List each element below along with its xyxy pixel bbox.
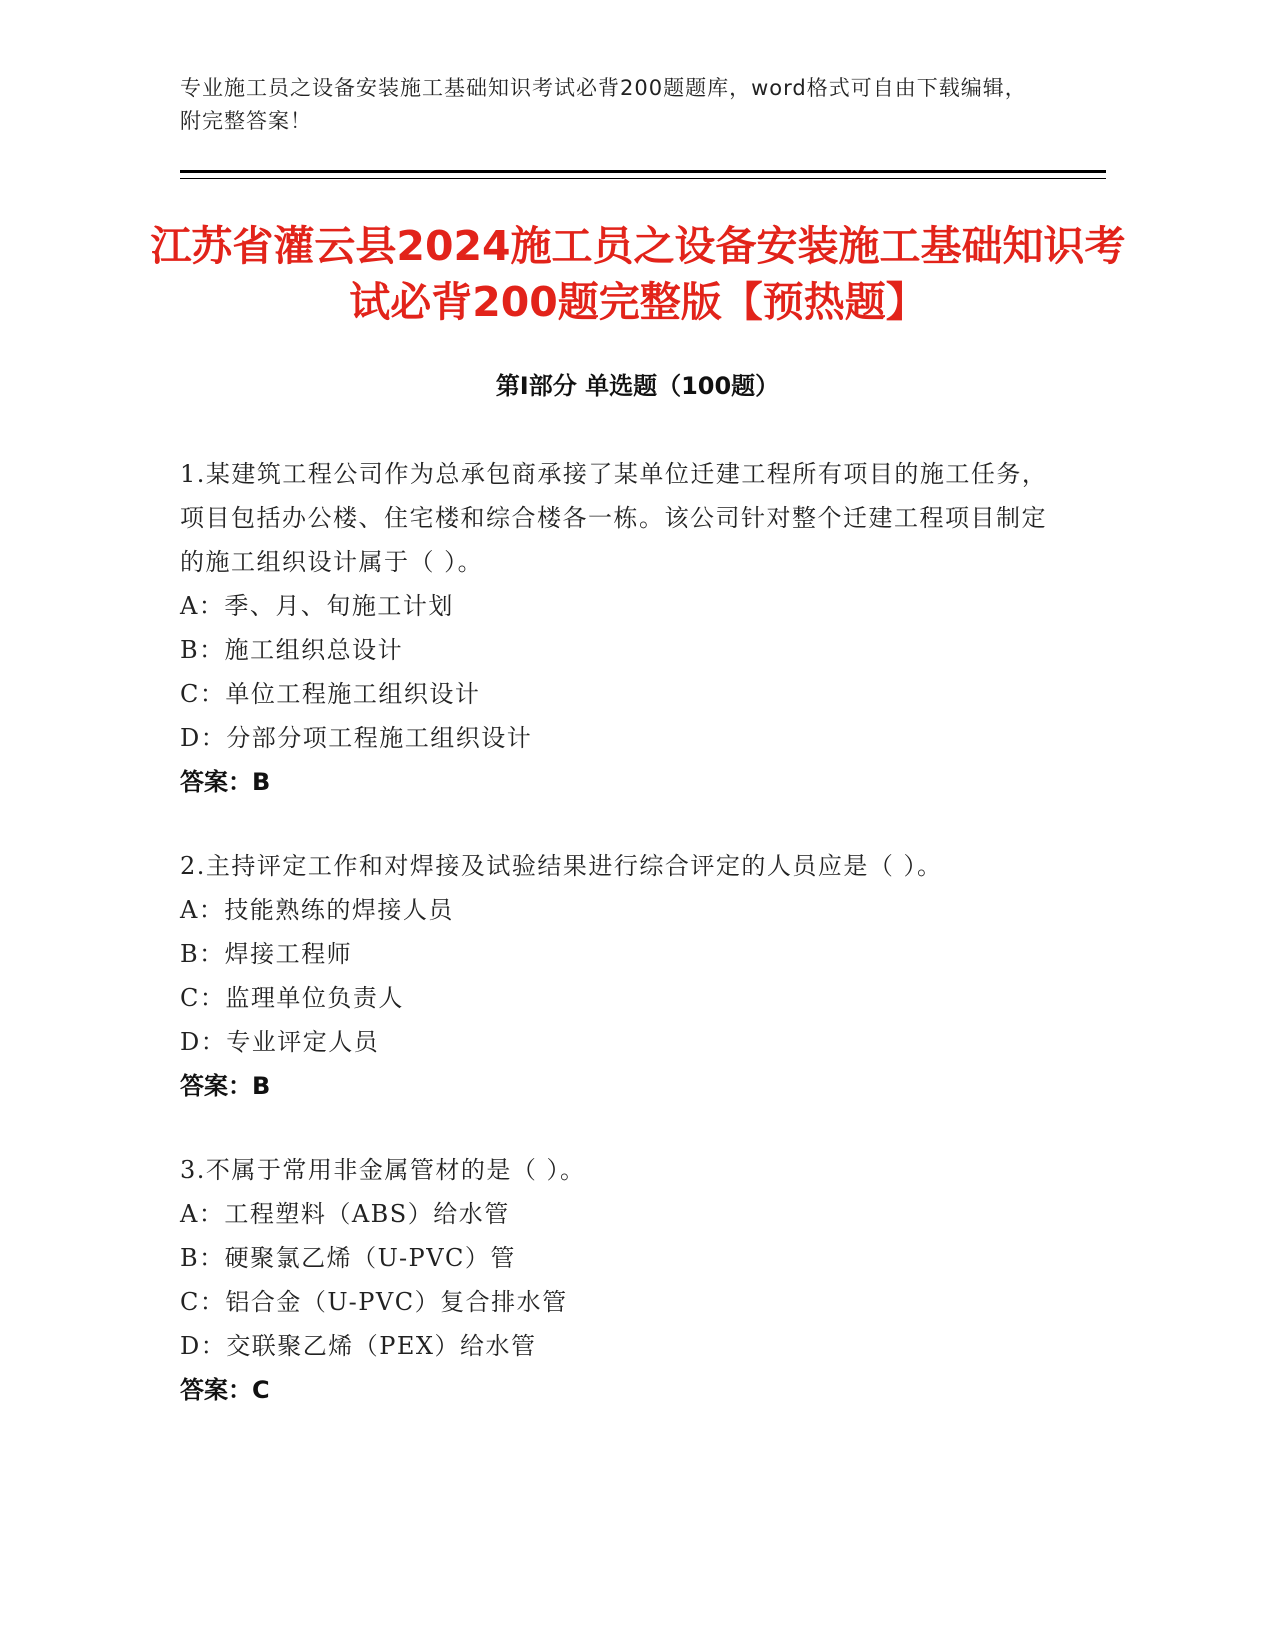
option-b: B：焊接工程师 — [180, 940, 353, 968]
answer: 答案：B — [180, 768, 271, 796]
option-a: A：工程塑料（ABS）给水管 — [180, 1200, 510, 1228]
option-d: D：分部分项工程施工组织设计 — [180, 724, 533, 752]
question-stem: 3.不属于常用非金属管材的是（ ）。 — [180, 1156, 586, 1184]
document-title: 江苏省灌云县2024施工员之设备安装施工基础知识考试必背200题完整版【预热题】 — [150, 222, 1126, 326]
option-d: D：专业评定人员 — [180, 1028, 380, 1056]
option-d: D：交联聚乙烯（PEX）给水管 — [180, 1332, 537, 1360]
answer: 答案：B — [180, 1072, 271, 1100]
question-2 — [180, 844, 1060, 1108]
question-1 — [180, 452, 1060, 804]
header-note: 专业施工员之设备安装施工基础知识考试必背200题题库，word格式可自由下载编辑，附完整答案！ — [180, 76, 1027, 133]
question-3 — [180, 1148, 1060, 1412]
option-a: A：季、月、旬施工计划 — [180, 592, 454, 620]
option-a: A：技能熟练的焊接人员 — [180, 896, 454, 924]
option-c: C：单位工程施工组织设计 — [180, 680, 481, 708]
option-c: C：监理单位负责人 — [180, 984, 404, 1012]
header-rule-thick — [180, 170, 1106, 173]
question-stem: 1.某建筑工程公司作为总承包商承接了某单位迁建工程所有项目的施工任务，项目包括办公楼、住宅楼和综合楼各一栋。该公司针对整个迁建工程项目制定的施工组织设计属于（ ）。 — [180, 460, 1048, 576]
option-c: C：铝合金（U-PVC）复合排水管 — [180, 1288, 568, 1316]
option-b: B：硬聚氯乙烯（U-PVC）管 — [180, 1244, 516, 1272]
answer: 答案：C — [180, 1376, 270, 1404]
section-heading: 第Ⅰ部分 单选题（100题） — [495, 372, 780, 400]
option-b: B：施工组织总设计 — [180, 636, 404, 664]
header-rule-thin — [180, 178, 1106, 179]
question-stem: 2.主持评定工作和对焊接及试验结果进行综合评定的人员应是（ ）。 — [180, 852, 943, 880]
